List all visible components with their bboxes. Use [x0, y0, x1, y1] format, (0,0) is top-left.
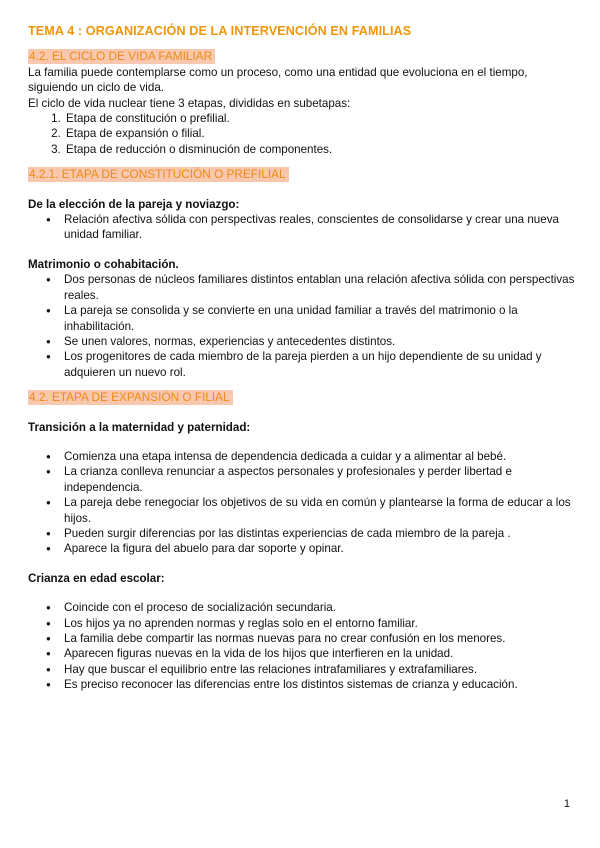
list-item: 2. Etapa de expansión o filial.: [64, 126, 576, 141]
list-item: ● Pueden surgir diferencias por las distintas experiencias de cada miembro de la pareja .: [64, 526, 576, 541]
document-page: [28, 24, 576, 693]
section-heading-constitucion: 4.2.1. ETAPA DE CONSTITUCIÓN O PREFILIAL: [28, 167, 289, 182]
list-item: ● Es preciso reconocer las diferencias entre los distintos sistemas de crianza y educación.: [64, 677, 576, 692]
section-heading-ciclo-vida: 4.2. EL CICLO DE VIDA FAMILIAR: [28, 49, 215, 64]
list-item: ● Comienza una etapa intensa de dependencia dedicada a cuidar y a alimentar al bebé.: [64, 449, 576, 464]
list-item: ● Hay que buscar el equilibrio entre las relaciones intrafamiliares y extrafamiliares.: [64, 662, 576, 677]
eleccion-pareja-list: [28, 212, 576, 243]
list-item: ● Los progenitores de cada miembro de la pareja pierden a un hijo dependiente de su unidad y adquieren un nuevo rol.: [64, 349, 576, 380]
paragraph-etapas: El ciclo de vida nuclear tiene 3 etapas, divididas en subetapas:: [28, 96, 351, 110]
list-item: ● Aparece la figura del abuelo para dar soporte y opinar.: [64, 541, 576, 556]
page-number: 1: [563, 798, 570, 810]
list-item: ● Aparecen figuras nuevas en la vida de los hijos que interfieren en la unidad.: [64, 646, 576, 661]
etapas-list: [28, 111, 576, 157]
subheading-crianza-escolar: Crianza en edad escolar:: [28, 571, 165, 585]
subheading-eleccion-pareja: De la elección de la pareja y noviazgo:: [28, 197, 240, 211]
list-item: ● Se unen valores, normas, experiencias y antecedentes distintos.: [64, 334, 576, 349]
subheading-transicion: Transición a la maternidad y paternidad:: [28, 420, 251, 434]
list-item: ● Relación afectiva sólida con perspectivas reales, conscientes de consolidarse y crear una nueva unidad familiar.: [64, 212, 576, 243]
section-heading-expansion: 4.2. ETAPA DE EXPANSIÓN O FILIAL: [28, 390, 233, 405]
list-item: ● La familia debe compartir las normas nuevas para no crear confusión en los menores.: [64, 631, 576, 646]
list-item: 3. Etapa de reducción o disminución de componentes.: [64, 142, 576, 157]
list-item: ● Los hijos ya no aprenden normas y reglas solo en el entorno familiar.: [64, 616, 576, 631]
list-item: ● La pareja debe renegociar los objetivos de su vida en común y plantearse la forma de educar a los hijos.: [64, 495, 576, 526]
paragraph-intro: La familia puede contemplarse como un proceso, como una entidad que evoluciona en el tiempo, siguiendo un ciclo de vida.: [28, 65, 528, 95]
subheading-matrimonio: Matrimonio o cohabitación.: [28, 257, 179, 271]
document-title: TEMA 4 : ORGANIZACIÓN DE LA INTERVENCIÓN EN FAMILIAS: [28, 24, 412, 38]
list-item: ● La pareja se consolida y se convierte en una unidad familiar a través del matrimonio o la inhabilitación.: [64, 303, 576, 334]
list-item: 1. Etapa de constitución o prefilial.: [64, 111, 576, 126]
transicion-list: [28, 449, 576, 557]
list-item: ● Dos personas de núcleos familiares distintos entablan una relación afectiva sólida con perspectivas reales.: [64, 272, 576, 303]
list-item: ● La crianza conlleva renunciar a aspectos personales y profesionales y perder libertad e independencia.: [64, 464, 576, 495]
crianza-escolar-list: [28, 600, 576, 692]
list-item: ● Coincide con el proceso de socialización secundaria.: [64, 600, 576, 615]
matrimonio-list: [28, 272, 576, 380]
